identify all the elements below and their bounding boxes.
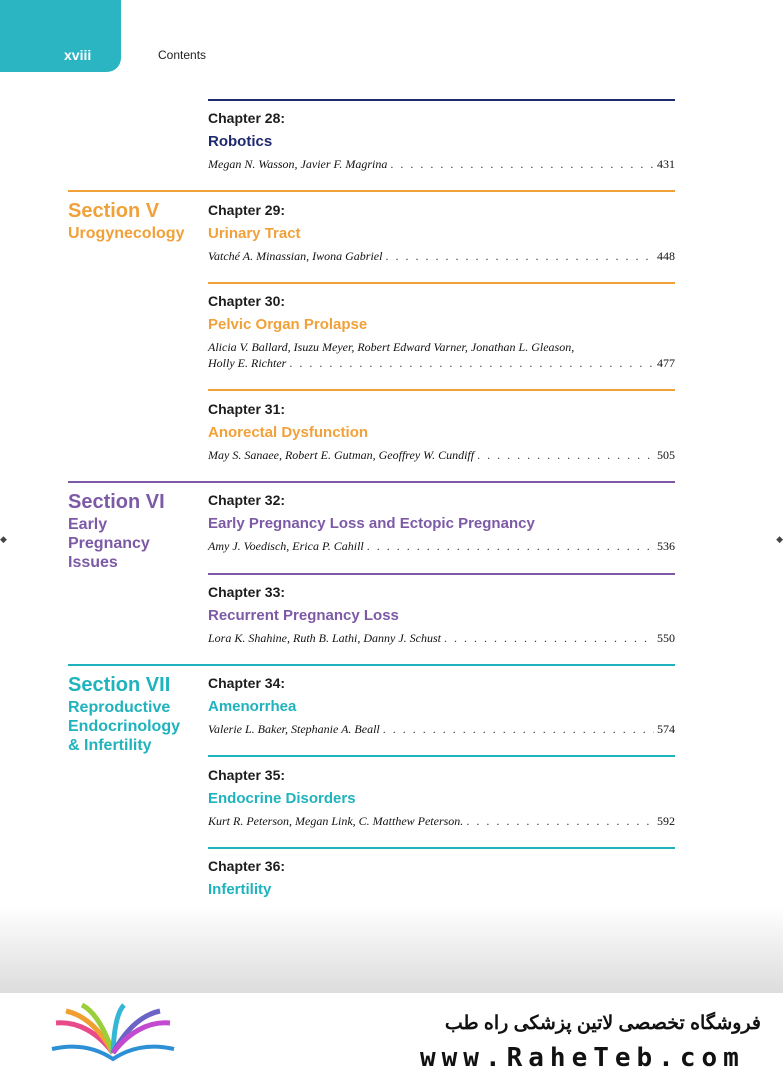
chapter-title[interactable]: Anorectal Dysfunction [208,424,369,441]
author-line: Kurt R. Peterson, Megan Link, C. Matthew Peterson. [208,814,464,828]
chapter-authors [208,630,675,646]
chapter-number: Chapter 29: [208,202,286,218]
chapter-number: Chapter 33: [208,584,286,600]
chapter-entry[interactable] [208,492,675,554]
page-ref: 431 [657,157,675,171]
chapter-title[interactable]: Robotics [208,133,273,150]
subtitle-line: & Infertility [68,737,152,754]
page-ref: 477 [657,356,675,370]
chapter-title[interactable]: Early Pregnancy Loss and Ectopic Pregnancy [208,515,535,532]
chapter-title[interactable]: Infertility [208,881,272,898]
chapter-authors [208,339,675,371]
chapter-number: Chapter 35: [208,767,286,783]
author-line: Alicia V. Ballard, Isuzu Meyer, Robert Edward Varner, Jonathan L. Gleason, [208,340,575,354]
author-line: May S. Sanaee, Robert E. Gutman, Geoffrey W. Cundiff [208,448,475,462]
left-edge-mark: ◆ [0,534,7,544]
chapter-entry[interactable] [208,293,675,371]
chapter-authors [208,248,675,264]
chapter-entry[interactable] [208,584,675,646]
section-title: Section V [68,200,160,222]
chapter-number: Chapter 34: [208,675,286,691]
chapter-authors [208,156,675,172]
chapter-number: Chapter 31: [208,401,286,417]
section-rule [68,664,675,666]
chapter-number: Chapter 28: [208,110,286,126]
page-ref: 448 [657,249,675,263]
right-edge-mark: ◆ [776,534,783,544]
chapter-rule [208,847,675,849]
page-ref: 592 [657,814,675,828]
section-title: Section VI [68,491,165,513]
author-line: Holly E. Richter [208,356,287,370]
subtitle-line: Pregnancy [68,535,150,552]
chapter-title[interactable]: Amenorrhea [208,698,297,715]
author-line: Vatché A. Minassian, Iwona Gabriel [208,249,383,263]
subtitle-line: Issues [68,554,118,571]
chapter-entry[interactable] [208,767,675,829]
page-ref: 550 [657,631,675,645]
section-subtitle [68,698,180,755]
author-line: Amy J. Voedisch, Erica P. Cahill [208,539,364,553]
section-subtitle: Urogynecology [68,225,185,242]
chapter-rule [208,99,675,101]
author-line: Megan N. Wasson, Javier F. Magrina [208,157,388,171]
open-book-logo-icon [48,1003,178,1070]
section-title: Section VII [68,674,171,696]
chapter-entry[interactable] [208,202,675,264]
chapter-authors [208,538,675,554]
store-url[interactable]: www.RaheTeb.com [420,1043,745,1073]
page-number: xviii [64,47,92,63]
page-ref: 536 [657,539,675,553]
chapter-title[interactable]: Pelvic Organ Prolapse [208,316,368,333]
subtitle-line: Early [68,516,108,533]
author-line: Lora K. Shahine, Ruth B. Lathi, Danny J. Schust [208,631,441,645]
author-line: Valerie L. Baker, Stephanie A. Beall [208,722,380,736]
chapter-authors [208,813,675,829]
chapter-entry[interactable] [208,401,675,463]
chapter-authors [208,721,675,737]
subtitle-line: Endocrinology [68,718,180,735]
chapter-title[interactable]: Recurrent Pregnancy Loss [208,607,399,624]
subtitle-line: Reproductive [68,699,171,716]
section-v-heading [68,200,184,243]
chapter-rule [208,755,675,757]
chapter-entry[interactable] [208,110,675,172]
section-vi-heading [68,491,165,572]
store-name: فروشگاه تخصصی لاتین پزشکی راه طب [444,1013,761,1034]
chapter-entry[interactable] [208,675,675,737]
chapter-title[interactable]: Urinary Tract [208,225,301,242]
running-head: Contents [158,48,207,62]
page-ref: 505 [657,448,675,462]
chapter-title[interactable]: Endocrine Disorders [208,790,356,807]
chapter-number: Chapter 32: [208,492,286,508]
chapter-number: Chapter 30: [208,293,286,309]
chapter-rule [208,389,675,391]
section-subtitle [68,515,165,572]
section-rule [68,481,675,483]
chapter-rule [208,573,675,575]
page-number-tab [0,0,121,72]
chapter-authors [208,447,675,463]
section-rule [68,190,675,192]
page-ref: 574 [657,722,675,736]
chapter-rule [208,282,675,284]
section-vii-heading [68,674,180,755]
chapter-number: Chapter 36: [208,858,286,874]
page-shadow [0,905,783,995]
